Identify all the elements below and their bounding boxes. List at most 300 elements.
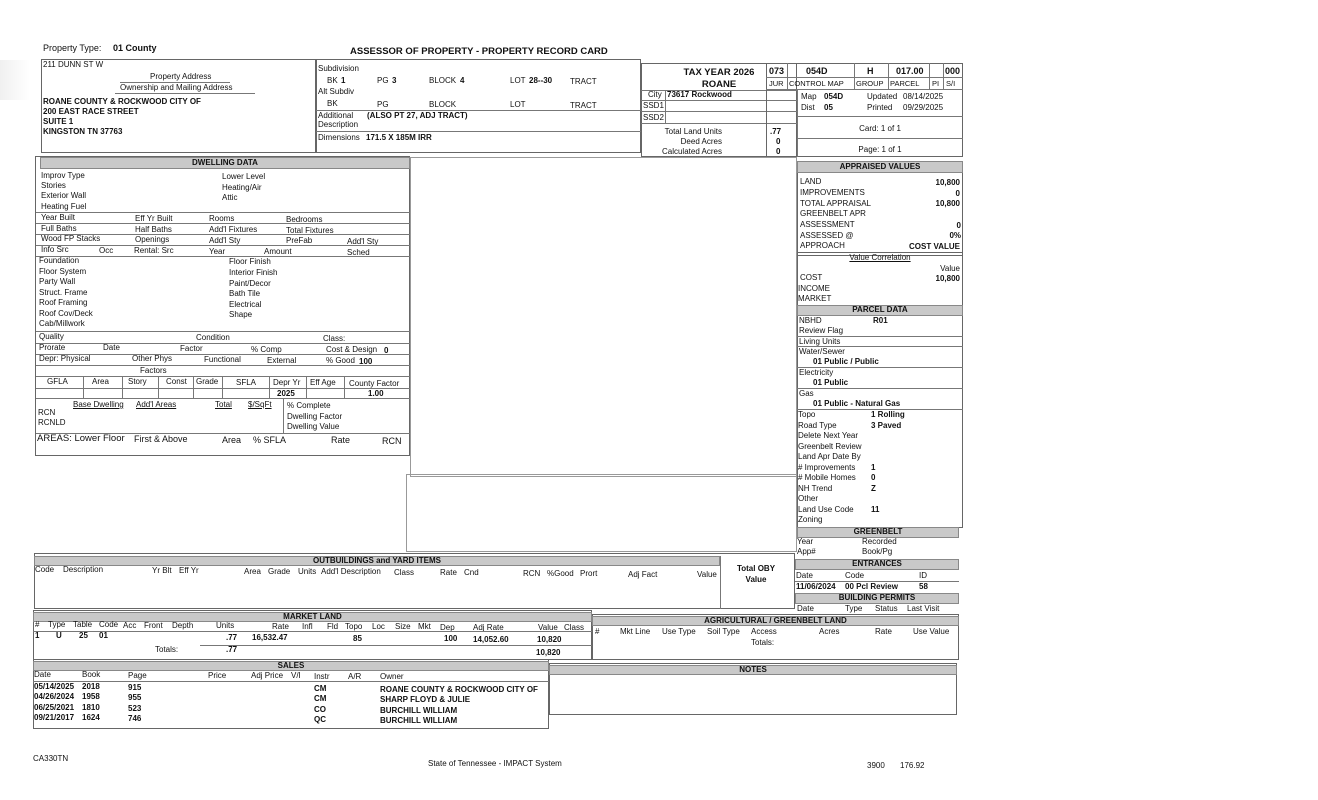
appraised-title: APPRAISED VALUES [839, 162, 921, 171]
ml-size-col: Size [395, 622, 411, 631]
divider [787, 63, 788, 89]
sales-book-col: Book [82, 670, 101, 679]
sale-book: 1810 [82, 703, 100, 712]
ml-units-col: Units [216, 621, 235, 630]
sale-page: 523 [128, 704, 142, 713]
sale-owner: ROANE COUNTY & ROCKWOOD CITY OF [380, 685, 538, 694]
areas-lower-floor-label: AREAS: Lower Floor [37, 433, 125, 444]
footer-number-1: 3900 [867, 761, 885, 770]
depr-yr-col-label: Depr Yr [273, 378, 301, 387]
calculated-acres-value: 0 [776, 147, 781, 156]
divider [36, 331, 410, 332]
market-land-title: MARKET LAND [283, 612, 342, 621]
topo-label: Topo [798, 410, 816, 419]
ml-adj-rate-col: Adj Rate [473, 623, 504, 632]
rooms-label: Rooms [209, 214, 235, 223]
map-label: Map [801, 92, 817, 101]
ml-row-table: 25 [79, 631, 88, 640]
income-label: INCOME [798, 284, 830, 293]
quality-label: Quality [39, 332, 64, 341]
road-type-value: 3 Paved [871, 421, 902, 430]
property-type-value: 01 County [113, 43, 157, 53]
cost-design-value: 0 [384, 346, 389, 355]
const-col-label: Const [166, 377, 187, 386]
roof-framing-label: Roof Framing [39, 298, 88, 307]
ml-value-col: Value [538, 623, 558, 632]
ml-fld-col: Fld [327, 622, 339, 631]
divider [797, 116, 963, 117]
divider [797, 138, 963, 139]
divider [222, 376, 223, 398]
oby-addl-desc-col: Add'l Description [321, 567, 381, 576]
page-label: Page: 1 of 1 [858, 145, 902, 154]
permits-title: BUILDING PERMITS [838, 593, 916, 602]
map-value: 054D [824, 92, 844, 101]
block-value: 4 [460, 76, 465, 85]
factors-label: Factors [140, 366, 167, 375]
entrances-id-label: ID [919, 571, 927, 580]
sales-page-col: Page [128, 671, 147, 680]
rcnld-label: RCNLD [38, 418, 66, 427]
sales-title: SALES [277, 661, 305, 670]
owner-line-1: ROANE COUNTY & ROCKWOOD CITY OF [43, 97, 201, 106]
alt-block-label: BLOCK [429, 100, 457, 109]
notes-title: NOTES [739, 665, 767, 674]
pct-good-label: % Good [326, 356, 355, 365]
property-street: 211 DUNN ST W [43, 60, 104, 69]
divider [854, 63, 855, 89]
land-apr-date-label: Land Apr Date By [798, 452, 861, 461]
dist-value: 05 [824, 103, 833, 112]
roof-cov-label: Roof Cov/Deck [39, 309, 93, 318]
prorate-label: Prorate [39, 343, 66, 352]
dwelling-value-label: Dwelling Value [287, 422, 340, 431]
ownership-label: Ownership and Mailing Address [120, 83, 233, 92]
other-label: Other [798, 494, 819, 503]
other-phys-label: Other Phys [132, 354, 173, 363]
dimensions-value: 171.5 X 185M IRR [366, 133, 432, 142]
nh-trend-value: Z [871, 484, 876, 493]
sale-date: 05/14/2025 [34, 682, 75, 691]
divider [344, 376, 345, 398]
property-type-label: Property Type: [43, 43, 102, 53]
prefab-label: PreFab [286, 236, 313, 245]
permits-type-label: Type [845, 604, 863, 613]
bath-tile-label: Bath Tile [229, 289, 261, 298]
additional-label: Additional [318, 111, 354, 120]
greenbelt-apr-label: GREENBELT APR [800, 209, 866, 218]
total-col-label: Total [215, 400, 232, 409]
divider [36, 212, 410, 213]
ml-code-col: Code [99, 620, 119, 629]
divider [33, 631, 592, 632]
entrance-row-id: 58 [919, 582, 928, 591]
divider [929, 63, 930, 89]
divider [766, 77, 963, 78]
rcn-label: RCN [38, 408, 56, 417]
divider [665, 90, 666, 123]
assessment-label: ASSESSMENT [800, 220, 855, 229]
heating-fuel-label: Heating Fuel [41, 202, 87, 211]
sale-date: 09/21/2017 [34, 713, 75, 722]
electrical-label: Electrical [229, 300, 262, 309]
oby-rate-col: Rate [440, 568, 457, 577]
sale-book: 2018 [82, 682, 100, 691]
greenbelt-review-label: Greenbelt Review [798, 442, 862, 451]
gas-value: 01 Public - Natural Gas [813, 399, 901, 408]
date-label: Date [103, 343, 120, 352]
num-improvements-value: 1 [871, 463, 876, 472]
printed-value: 09/29/2025 [903, 103, 944, 112]
total-appraisal-value: 10,800 [935, 199, 960, 208]
ml-row-rate: 16,532.47 [252, 633, 288, 642]
divider [122, 376, 123, 398]
si-label: S/I [946, 79, 956, 88]
total-land-units-value: .77 [770, 127, 782, 136]
tax-county: ROANE [701, 79, 737, 90]
addl-sty-label-2: Add'l Sty [347, 237, 379, 246]
alt-bk-label: BK [327, 99, 338, 108]
owner-line-4: KINGSTON TN 37763 [43, 127, 123, 136]
divider [36, 256, 410, 257]
greenbelt-title: GREENBELT [853, 527, 903, 536]
ssd2-label: SSD2 [643, 113, 664, 122]
divider [36, 245, 410, 246]
ml-row-value: 10,820 [537, 635, 562, 644]
oby-rcn-col: RCN [523, 569, 541, 578]
addl-fixtures-label: Add'l Fixtures [209, 225, 258, 234]
updated-label: Updated [867, 92, 898, 101]
ml-front-col: Front [144, 621, 163, 630]
functional-label: Functional [204, 355, 241, 364]
divider [200, 645, 592, 646]
sale-book: 1958 [82, 692, 100, 701]
dwelling-factor-label: Dwelling Factor [287, 412, 343, 421]
shape-label: Shape [229, 310, 253, 319]
oby-good-col: %Good [547, 569, 574, 578]
divider [797, 388, 963, 389]
ml-infl-col: Infl [302, 622, 313, 631]
ml-topo-col: Topo [345, 622, 363, 631]
sales-price-col: Price [208, 671, 227, 680]
ag-soil-type-col: Soil Type [707, 627, 740, 636]
pg-label: PG [377, 76, 389, 85]
entrances-code-label: Code [845, 571, 865, 580]
ml-dep-col: Dep [440, 623, 455, 632]
oby-description-col: Description [63, 565, 104, 574]
city-label: City [648, 90, 662, 99]
oby-yr-blt-col: Yr Blt [152, 566, 172, 575]
bedrooms-label: Bedrooms [286, 215, 323, 224]
city-value: 73617 Rockwood [667, 90, 732, 99]
divider [33, 681, 549, 682]
sale-page: 955 [128, 693, 142, 702]
value-correlation-label: Value Correlation [849, 253, 911, 262]
area-col-label: Area [92, 377, 109, 386]
divider [36, 223, 410, 224]
land-label: LAND [800, 177, 822, 186]
tract-label: TRACT [570, 77, 597, 86]
addl-sty-label: Add'l Sty [209, 236, 241, 245]
oby-prort-col: Prort [580, 569, 598, 578]
year-built-label: Year Built [41, 213, 75, 222]
permits-date-label: Date [797, 604, 814, 613]
greenbelt-year-label: Year [797, 537, 814, 546]
areas-rate-label: Rate [331, 435, 351, 445]
nbhd-value: R01 [873, 316, 888, 325]
block-label: BLOCK [429, 76, 457, 85]
divider [83, 376, 84, 398]
divider [193, 376, 194, 398]
delete-next-year-label: Delete Next Year [798, 431, 859, 440]
ml-totals-value: 10,820 [536, 648, 561, 657]
sales-instr-col: Instr [314, 672, 330, 681]
cost-value: 10,800 [935, 274, 960, 283]
sale-instr: CM [314, 694, 327, 703]
ml-rate-col: Rate [272, 622, 289, 631]
sales-owner-col: Owner [380, 672, 404, 681]
ml-num-col: # [35, 620, 40, 629]
depr-physical-label: Depr: Physical [39, 354, 91, 363]
control-map-value: 054D [806, 66, 828, 76]
oby-eff-yr-col: Eff Yr [179, 566, 199, 575]
ag-use-value-col: Use Value [913, 627, 950, 636]
divider [36, 388, 410, 389]
divider [36, 343, 410, 344]
interior-finish-label: Interior Finish [229, 268, 278, 277]
rental-src-label: Rental: Src [134, 246, 174, 255]
owner-line-2: 200 EAST RACE STREET [43, 107, 139, 116]
control-map-label: CONTROL MAP [789, 79, 844, 88]
sfla-col-label: SFLA [236, 378, 257, 387]
condition-label: Condition [196, 333, 230, 342]
living-units-label: Living Units [799, 337, 841, 346]
ag-num-col: # [595, 627, 600, 636]
improvements-label: IMPROVEMENTS [800, 188, 865, 197]
mobile-homes-value: 0 [871, 473, 876, 482]
scan-smudge [0, 60, 30, 100]
ml-type-col: Type [48, 620, 66, 629]
first-above-label: First & Above [134, 434, 188, 444]
parcel-value: 017.00 [896, 66, 924, 76]
sale-owner: BURCHILL WILLIAM [380, 706, 458, 715]
card-label: Card: 1 of 1 [859, 124, 901, 133]
floor-finish-label: Floor Finish [229, 257, 271, 266]
subdivision-label: Subdivision [318, 64, 359, 73]
review-flag-label: Review Flag [799, 326, 844, 335]
value-column-label: Value [940, 264, 960, 273]
total-fixtures-label: Total Fixtures [286, 226, 334, 235]
assessed-label: ASSESSED @ [800, 231, 854, 240]
sale-book: 1624 [82, 713, 100, 722]
ml-totals-units: .77 [226, 645, 238, 654]
divider [269, 376, 270, 398]
electricity-label: Electricity [799, 368, 834, 377]
jur-label: JUR [769, 79, 784, 88]
updated-value: 08/14/2025 [903, 92, 944, 101]
description-label: Description [318, 120, 359, 129]
deed-acres-value: 0 [776, 137, 781, 146]
ml-depth-col: Depth [172, 621, 194, 630]
water-sewer-value: 01 Public / Public [813, 357, 879, 366]
divider [283, 398, 284, 433]
floor-system-label: Floor System [39, 267, 87, 276]
divider [158, 376, 159, 398]
approach-value: COST VALUE [909, 242, 960, 251]
ml-row-units: .77 [226, 633, 238, 642]
parcel-label: PARCEL [890, 79, 920, 88]
road-type-label: Road Type [798, 421, 837, 430]
ml-row-type: U [56, 631, 62, 640]
sketch-area-lower [406, 474, 797, 552]
bk-value: 1 [341, 76, 346, 85]
ml-row-num: 1 [35, 631, 40, 640]
improvements-value: 0 [955, 189, 960, 198]
total-land-units-label: Total Land Units [664, 127, 722, 136]
sale-owner: BURCHILL WILLIAM [380, 716, 458, 725]
sale-instr: CM [314, 684, 327, 693]
sched-label: Sched [347, 248, 370, 257]
ml-row-topo: 85 [353, 634, 362, 643]
electricity-value: 01 Public [813, 378, 849, 387]
zoning-label: Zoning [798, 515, 823, 524]
divider [766, 89, 963, 90]
total-oby-label: Total OBY [736, 564, 776, 573]
divider [36, 398, 410, 399]
pct-good-value: 100 [359, 357, 373, 366]
pi-label: PI [932, 79, 940, 88]
ag-use-type-col: Use Type [662, 627, 696, 636]
num-improvements-label: # Improvements [798, 463, 856, 472]
divider [115, 93, 255, 94]
pct-comp-label: % Comp [251, 345, 282, 354]
info-src-label: Info Src [41, 245, 69, 254]
dimensions-label: Dimensions [318, 133, 360, 142]
eff-yr-built-label: Eff Yr Built [135, 214, 173, 223]
county-factor-col-label: County Factor [349, 379, 400, 388]
assessed-value: 0% [949, 231, 961, 240]
ag-mkt-line-col: Mkt Line [620, 627, 651, 636]
divider [943, 63, 944, 89]
sale-page: 746 [128, 714, 142, 723]
sales-adj-price-col: Adj Price [251, 671, 284, 680]
oby-adj-fact-col: Adj Fact [628, 570, 658, 579]
sale-instr: QC [314, 715, 326, 724]
areas-area-label: Area [222, 435, 242, 445]
sales-date-col: Date [34, 670, 51, 679]
occ-label: Occ [99, 246, 114, 255]
areas-rcn-label: RCN [382, 436, 402, 446]
oby-class-col: Class [394, 568, 415, 577]
sale-date: 04/26/2024 [34, 692, 75, 701]
printed-label: Printed [867, 103, 893, 112]
pct-complete-label: % Complete [287, 401, 331, 410]
paint-decor-label: Paint/Decor [229, 279, 271, 288]
ml-class-col: Class [564, 623, 585, 632]
approach-label: APPROACH [800, 241, 845, 250]
lot-value: 28--30 [529, 76, 553, 85]
form-id: CA330TN [33, 754, 69, 763]
permits-last-visit-label: Last Visit [907, 604, 940, 613]
deed-acres-label: Deed Acres [680, 137, 722, 146]
factor-label: Factor [180, 344, 203, 353]
addl-areas-label: Add'l Areas [136, 400, 177, 409]
sales-vi-col: V/I [291, 671, 301, 680]
ml-acc-col: Acc [123, 621, 137, 630]
divider [316, 131, 641, 132]
foundation-label: Foundation [39, 256, 80, 265]
story-col-label: Story [128, 377, 147, 386]
land-use-code-value: 11 [871, 505, 880, 514]
cost-design-label: Cost & Design [326, 345, 378, 354]
per-sqft-label: $/SqFt [248, 400, 272, 409]
alt-subdiv-label: Alt Subdiv [318, 87, 355, 96]
sale-date: 06/25/2021 [34, 703, 75, 712]
dwelling-title: DWELLING DATA [192, 158, 258, 167]
ag-acres-col: Acres [819, 627, 840, 636]
system-name: State of Tennessee - IMPACT System [428, 759, 562, 768]
party-wall-label: Party Wall [39, 277, 76, 286]
ml-row-dep: 100 [444, 634, 458, 643]
sale-page: 915 [128, 683, 142, 692]
property-address-label: Property Address [150, 72, 212, 81]
ml-row-code: 01 [99, 631, 108, 640]
bk-label: BK [327, 76, 338, 85]
ml-loc-col: Loc [372, 622, 385, 631]
exterior-wall-label: Exterior Wall [41, 191, 87, 200]
tax-year: TAX YEAR 2026 [683, 67, 755, 78]
entrances-title: ENTRANCES [852, 559, 902, 568]
greenbelt-recorded-label: Recorded [862, 537, 897, 546]
si-value: 000 [945, 66, 961, 76]
alt-lot-label: LOT [510, 100, 526, 109]
sale-owner: SHARP FLOYD & JULIE [380, 695, 471, 704]
base-dwelling-label: Base Dwelling [73, 400, 124, 409]
ag-rate-col: Rate [875, 627, 892, 636]
divider [888, 63, 889, 89]
greenbelt-book-pg-label: Book/Pg [862, 547, 893, 556]
cab-millwork-label: Cab/Millwork [39, 319, 85, 328]
total-oby-value-label: Value [745, 575, 767, 584]
topo-value: 1 Rolling [871, 410, 905, 419]
year-label: Year [209, 247, 226, 256]
alt-tract-label: TRACT [570, 101, 597, 110]
greenbelt-app-label: App# [797, 547, 816, 556]
oby-value-col: Value [697, 570, 717, 579]
pct-sfla-label: % SFLA [253, 435, 287, 445]
divider [316, 110, 641, 111]
openings-label: Openings [135, 235, 170, 244]
land-value: 10,800 [935, 178, 960, 187]
amount-label: Amount [264, 247, 292, 256]
calculated-acres-label: Calculated Acres [661, 147, 722, 156]
group-label: GROUP [856, 79, 884, 88]
cost-label: COST [800, 273, 823, 282]
group-value: H [867, 66, 874, 76]
class-label: Class: [323, 334, 346, 343]
pg-value: 3 [392, 76, 397, 85]
improv-type-label: Improv Type [41, 171, 85, 180]
wood-fp-label: Wood FP Stacks [41, 234, 101, 243]
ml-totals-label: Totals: [155, 645, 179, 654]
eff-age-col-label: Eff Age [310, 378, 336, 387]
sales-ar-col: A/R [348, 672, 362, 681]
lot-label: LOT [510, 76, 526, 85]
owner-line-3: SUITE 1 [43, 117, 74, 126]
entrance-row-date: 11/06/2024 [796, 582, 836, 591]
market-label: MARKET [798, 294, 832, 303]
ml-row-adj-rate: 14,052.60 [473, 635, 509, 644]
